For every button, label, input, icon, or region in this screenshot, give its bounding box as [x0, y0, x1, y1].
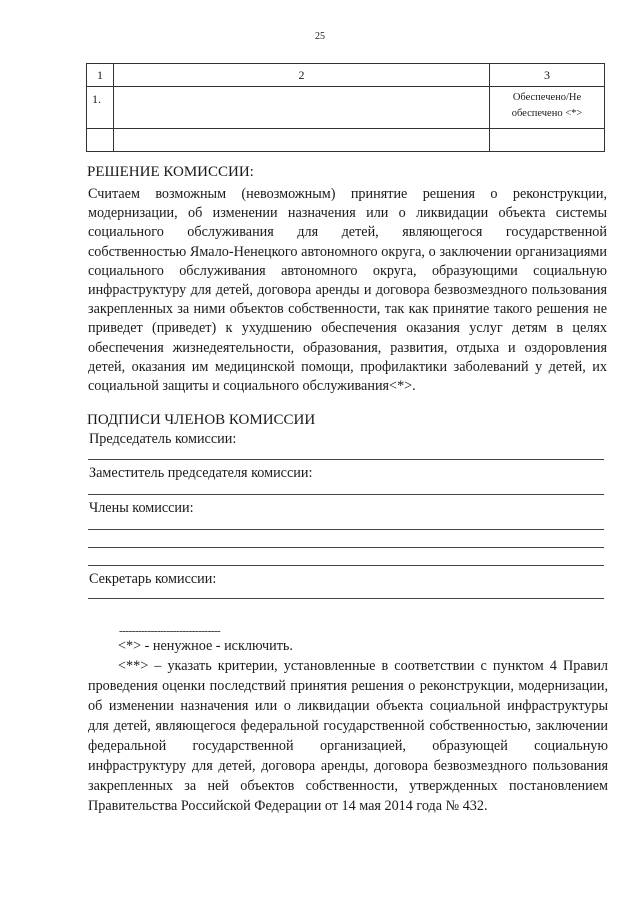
row-number-cell: [87, 129, 114, 152]
table-header-cell: 3: [490, 64, 605, 87]
decision-text: Считаем возможным (невозможным) принятие решения о реконструкции, модернизации, об изменении назначения или о ликвидации объекта системы социального обслуживания для детей, являющегося государственной собственностью Ямало-Ненецкого автономного округа, о заключении организациями социального обслуживания автономного округа, образующими социальную инфраструктуру для детей, договора аренды и договора безвозмездного пользования закрепленных за ними объектов собственности, так как принятие такого решения не приведет (приведет) к ухудшению обеспечения оказания услуг детям в целях обеспечения жизнедеятельности, образования, развития, отдыха и оздоровления детей, оказания им медицинской помощи, профилактики заболеваний у детей, их социальной защиты и социального обслуживания<*>.: [88, 186, 607, 395]
members-label: Члены комиссии:: [89, 500, 194, 516]
row-status-cell: Обеспечено/Не обеспечено <*>: [490, 87, 605, 129]
page-number: 25: [315, 31, 325, 42]
criteria-table: [86, 63, 605, 152]
row-text-cell: [114, 129, 490, 152]
row-text-cell: [114, 87, 490, 129]
signature-line: [88, 565, 604, 566]
table-header-row: [87, 64, 605, 87]
chairman-label: Председатель комиссии:: [89, 431, 237, 447]
secretary-label: Секретарь комиссии:: [89, 571, 217, 587]
signature-line: [88, 459, 604, 460]
row-status-cell: [490, 129, 605, 152]
footnote-2: <**> – указать критерии, установленные в соответствии с пунктом 4 Правил проведения оценки последствий принятия решения о реконструкции, модернизации, об изменении назначения или о ликвидации объекта социальной инфраструктуры для детей, являющегося федеральной государственной собственностью, заключении федеральной государственной организацией, образующей социальную инфраструктуру для детей, договора аренды, договора безвозмездного пользования закрепленных за ней объектов собственности, утвержденных постановлением Правительства Российской Федерации от 14 мая 2014 года № 432.: [88, 658, 608, 814]
signature-line: [88, 598, 604, 599]
signature-line: [88, 547, 604, 548]
table-row: [87, 87, 605, 129]
table-header-cell: 2: [114, 64, 490, 87]
row-number-cell: 1.: [87, 87, 114, 129]
footnote-1: <*> - ненужное - исключить.: [118, 638, 293, 654]
table-row: [87, 129, 605, 152]
signature-line: [88, 529, 604, 530]
deputy-label: Заместитель председателя комиссии:: [89, 465, 313, 481]
signature-line: [88, 494, 604, 495]
table-header-cell: 1: [87, 64, 114, 87]
footnote-separator: --------------------------------: [119, 625, 221, 637]
signatures-heading: ПОДПИСИ ЧЛЕНОВ КОМИССИИ: [87, 412, 316, 428]
decision-heading: РЕШЕНИЕ КОМИССИИ:: [87, 164, 254, 180]
